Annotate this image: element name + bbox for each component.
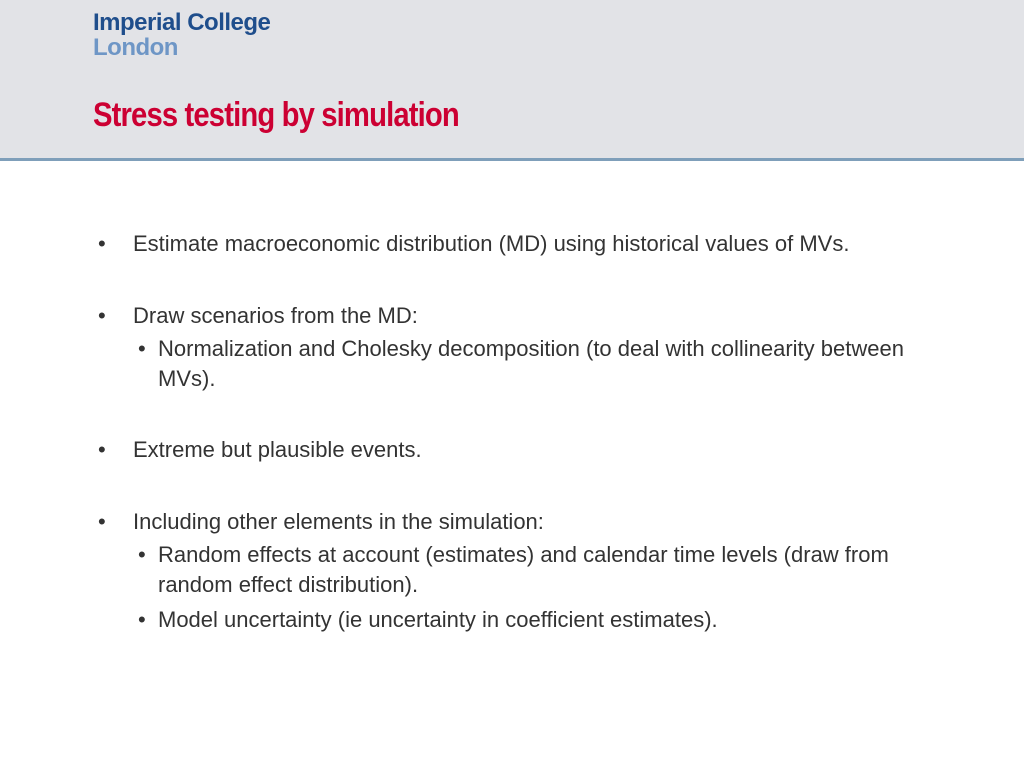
slide-title: Stress testing by simulation bbox=[93, 96, 459, 134]
logo-line-1: Imperial College bbox=[93, 9, 271, 36]
sub-bullet-list bbox=[133, 334, 933, 394]
sub-bullet-item bbox=[133, 334, 933, 394]
bullet-text: Estimate macroeconomic distribution (MD) using historical values of MVs. bbox=[133, 231, 850, 256]
bullet-marker: • bbox=[98, 509, 106, 534]
bullet-marker: • bbox=[98, 303, 106, 328]
sub-bullet-item bbox=[133, 540, 933, 600]
bullet-item bbox=[93, 434, 933, 466]
sub-bullet-text: Normalization and Cholesky decomposition (to deal with collinearity between MVs). bbox=[158, 336, 904, 391]
bullet-marker: • bbox=[98, 437, 106, 462]
logo-line-2: London bbox=[93, 34, 178, 61]
sub-bullet-text: Random effects at account (estimates) and calendar time levels (draw from random effect distribution). bbox=[158, 542, 889, 597]
sub-bullet-list bbox=[133, 540, 933, 635]
slide-content bbox=[93, 228, 933, 675]
sub-bullet-marker: • bbox=[138, 542, 146, 567]
slide-header bbox=[0, 0, 1024, 161]
bullet-text: Draw scenarios from the MD: bbox=[133, 303, 418, 328]
imperial-college-logo bbox=[93, 10, 270, 60]
sub-bullet-marker: • bbox=[138, 336, 146, 361]
bullet-item bbox=[93, 506, 933, 635]
sub-bullet-marker: • bbox=[138, 607, 146, 632]
bullet-item bbox=[93, 228, 933, 260]
bullet-text: Extreme but plausible events. bbox=[133, 437, 422, 462]
sub-bullet-text: Model uncertainty (ie uncertainty in coefficient estimates). bbox=[158, 607, 718, 632]
bullet-marker: • bbox=[98, 231, 106, 256]
bullet-text: Including other elements in the simulation: bbox=[133, 509, 544, 534]
bullet-item bbox=[93, 300, 933, 394]
sub-bullet-item bbox=[133, 605, 933, 635]
